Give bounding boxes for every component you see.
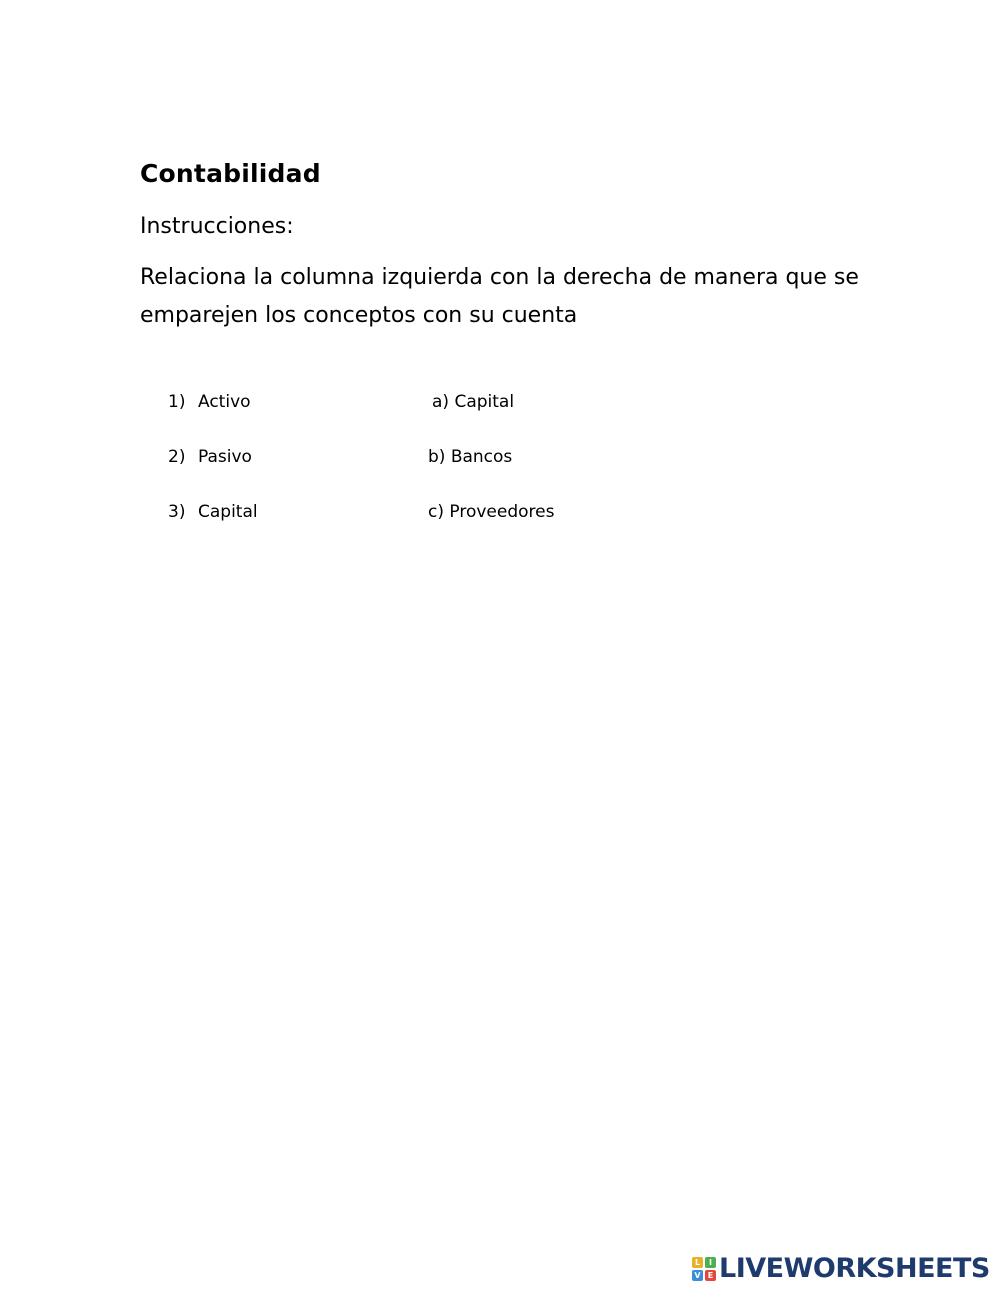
worksheet-title: Contabilidad	[140, 159, 321, 188]
left-item-term[interactable]: Pasivo	[198, 447, 252, 467]
instructions-label: Instrucciones:	[140, 214, 294, 239]
left-item-number: 2)	[168, 447, 186, 467]
instructions-text: Relaciona la columna izquierda con la derecha de manera que se emparejen los conceptos con su cuenta	[140, 265, 859, 328]
left-item-number: 1)	[168, 392, 186, 412]
left-item-number: 3)	[168, 502, 186, 522]
logo-square: E	[705, 1270, 716, 1281]
liveworksheets-logo-icon	[692, 1257, 716, 1281]
right-item-option[interactable]: c) Proveedores	[428, 502, 555, 522]
logo-square: I	[705, 1257, 716, 1268]
match-row	[0, 444, 1000, 470]
match-row	[0, 499, 1000, 525]
liveworksheets-brand	[692, 1254, 990, 1284]
logo-square: L	[692, 1257, 703, 1268]
left-item-term[interactable]: Activo	[198, 392, 251, 412]
brand-name: LIVEWORKSHEETS	[719, 1253, 990, 1284]
left-item-term[interactable]: Capital	[198, 502, 258, 522]
right-item-option[interactable]: b) Bancos	[428, 447, 513, 467]
logo-square: V	[692, 1270, 703, 1281]
right-item-option[interactable]: a) Capital	[432, 392, 515, 412]
match-row	[0, 389, 1000, 415]
